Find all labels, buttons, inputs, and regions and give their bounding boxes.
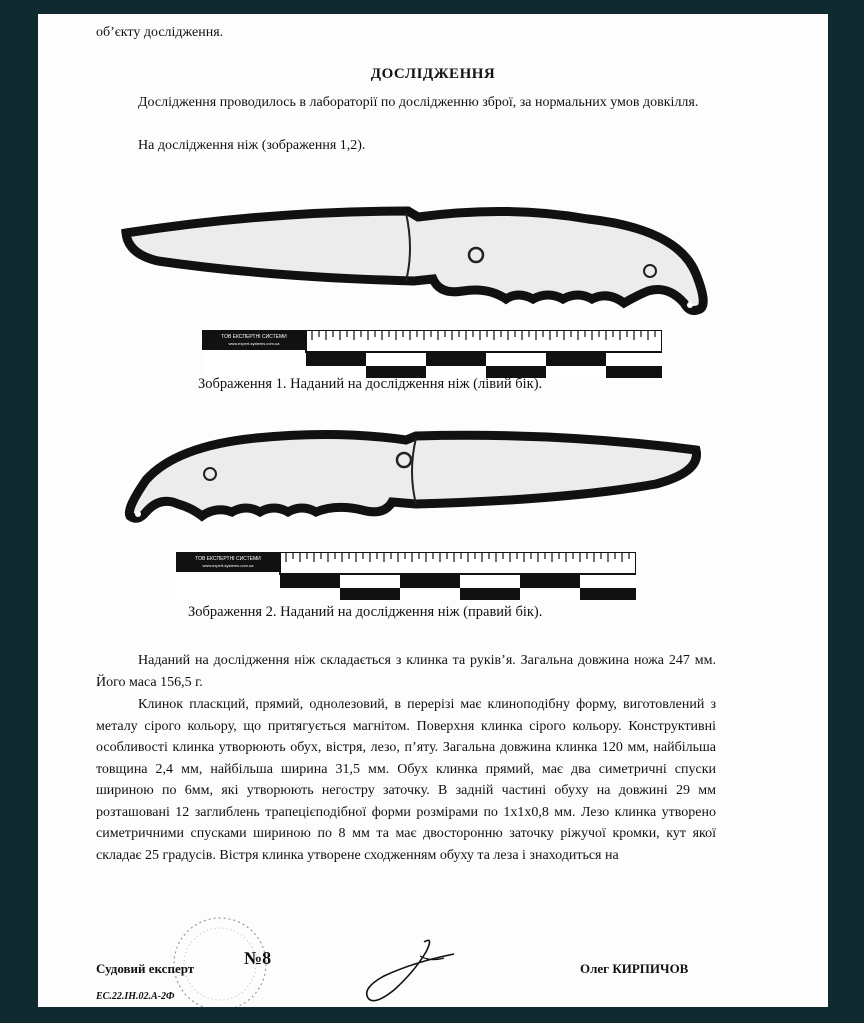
ruler2-label-line2: www.expert-systems.com.ua <box>202 563 254 568</box>
ruler2-label-line1: ТОВ ЕКСПЕРТНІ СИСТЕМИ <box>195 556 261 562</box>
footer-expert-label: Судовий експерт <box>96 961 195 976</box>
top-line-text: об’єкту дослідження. <box>96 25 224 40</box>
section-heading: ДОСЛІДЖЕННЯ <box>370 66 496 82</box>
paragraph-knife-general: Наданий на дослідження ніж складається з клинка та руків’я. Загальна довжина ножа 247 мм. Його маса 156,5 г. <box>96 653 716 690</box>
stamp-number: №8 <box>244 948 272 968</box>
footer-expert-name: Олег КИРПИЧОВ <box>580 961 689 976</box>
caption-image-2: Зображення 2. Наданий на дослідження ніж (правий бік). <box>188 604 543 620</box>
paragraph-blade-description: Клинок пласкций, прямий, однолезовий, в перерізі має клиноподібну форму, виготовлений з металу сірого кольору, що притягується магнітом. Поверхня клинка сірого кольору. Конструктивні особливості клинка утворюють обух, вістря, лезо, п’яту. Загальна довжина клинка 120 мм, найбільша товщина 2,4 мм, найбільша ширина 31,5 мм. Обух клинка прямий, має два симетричні спуски шириною по 6мм, які утворюють негостру заточку. В задній частині обуху на довжині 29 мм розташовані 12 заглиблень трапецієподібної форми розмірами по 1х1х0,8 мм. Лезо клинка утворено симетричними спусками шириною по 8 мм та має двосторонню заточку ріжучої кромки, кут якої складає 25 градусів. Вістря клинка утворене сходженням обуху та леза і знаходиться на <box>96 697 716 863</box>
caption-image-1: Зображення 1. Наданий на дослідження ніж (лівий бік). <box>198 376 543 392</box>
ruler-label-line1: ТОВ ЕКСПЕРТНІ СИСТЕМИ <box>221 334 287 340</box>
document-code: ЕС.22.ІН.02.А-2Ф <box>96 991 175 1002</box>
knife-image-right-side <box>116 424 716 534</box>
ruler-image-2 <box>176 552 636 600</box>
knife-image-left-side <box>118 199 718 344</box>
ruler-image-1 <box>202 330 662 378</box>
document-page <box>38 14 828 1007</box>
paragraph-knife-intro: На дослідження ніж (зображення 1,2). <box>138 138 366 153</box>
signature <box>354 932 464 1007</box>
ruler-label-line2: www.expert-systems.com.ua <box>228 341 280 346</box>
paragraph-conditions: Дослідження проводилось в лабораторії по дослідженню зброї, за нормальних умов довкілля. <box>138 95 699 110</box>
